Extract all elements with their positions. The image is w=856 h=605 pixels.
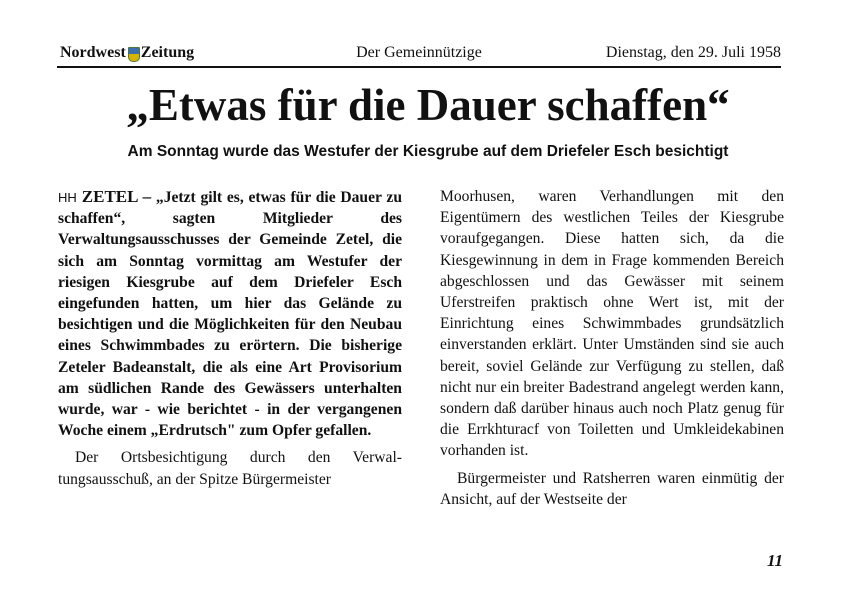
lead-text: „Jetzt gilt es, etwas für die Dauer zu schaffen“, sagten Mitglieder des Verwaltungsausschusses der Gemeinde Zetel, die sich am Sonntag vormittag am Westufer der riesigen Kiesgrube auf dem Driefeler Esch eingefunden hatten, um hier das Gelände zu besichtigen und die Möglichkeiten für den Neubau eines Schwimmbades zu erörtern. Die bisherige Zeteler Badeanstalt, die als eine Art Provisorium am südlichen Rande des Gewässers unterhalten wurde, war - wie berichtet - in der vergangenen Woche einem „Erdrutsch" zum Opfer gefallen.: [58, 189, 402, 440]
lead-paragraph: [58, 186, 402, 441]
paragraph-3: Bürgermeister und Ratsherren waren einmütig der Ansicht, auf der Westseite der: [440, 469, 784, 508]
subheadline: Am Sonntag wurde das Westufer der Kiesgrube auf dem Driefeler Esch besichtigt: [127, 143, 729, 160]
dateline: ZETEL –: [81, 187, 152, 206]
page-number: 11: [766, 551, 783, 570]
article-column-left: [58, 186, 402, 490]
newspaper-name-part1: Nordwest: [60, 44, 126, 61]
paragraph-2-continuation: Moorhusen, waren Verhandlungen mit den Eigentümern des westlichen Teiles der Kiesgrube voraufgegangen. Diese hatten sich, da die Kiesgewinnung in dem in Frage kommenden Bereich abgeschlossen und das Gewässer mit seinem Uferstreifen praktisch ohne Wert ist, mit der Einrichtung eines Schwimmbades grundsätzlich einverstanden erklärt. Unter Umständen sind sie auch bereit, soviel Gelände zur Verfügung zu stellen, daß nicht nur ein breiter Badestrand angelegt werden kann, sondern daß darüber hinaus auch noch Platz genug für die Errkhturacf von Toiletten und Umkleidekabinen vorhanden ist.: [440, 188, 784, 460]
issue-date: Dienstag, den 29. Juli 1958: [605, 44, 781, 61]
masthead: [57, 42, 781, 68]
article-column-right: [440, 186, 784, 510]
paragraph-2-start: Der Ortsbesichtigung durch den Verwaltungsausschuß, an der Spitze Bürgermeister: [58, 449, 402, 488]
section-name: Der Gemeinnützige: [356, 44, 482, 61]
headline: „Etwas für die Dauer schaffen“: [126, 80, 730, 130]
newspaper-name-part2: Zeitung: [140, 44, 195, 61]
author-initials: HH: [58, 190, 77, 205]
